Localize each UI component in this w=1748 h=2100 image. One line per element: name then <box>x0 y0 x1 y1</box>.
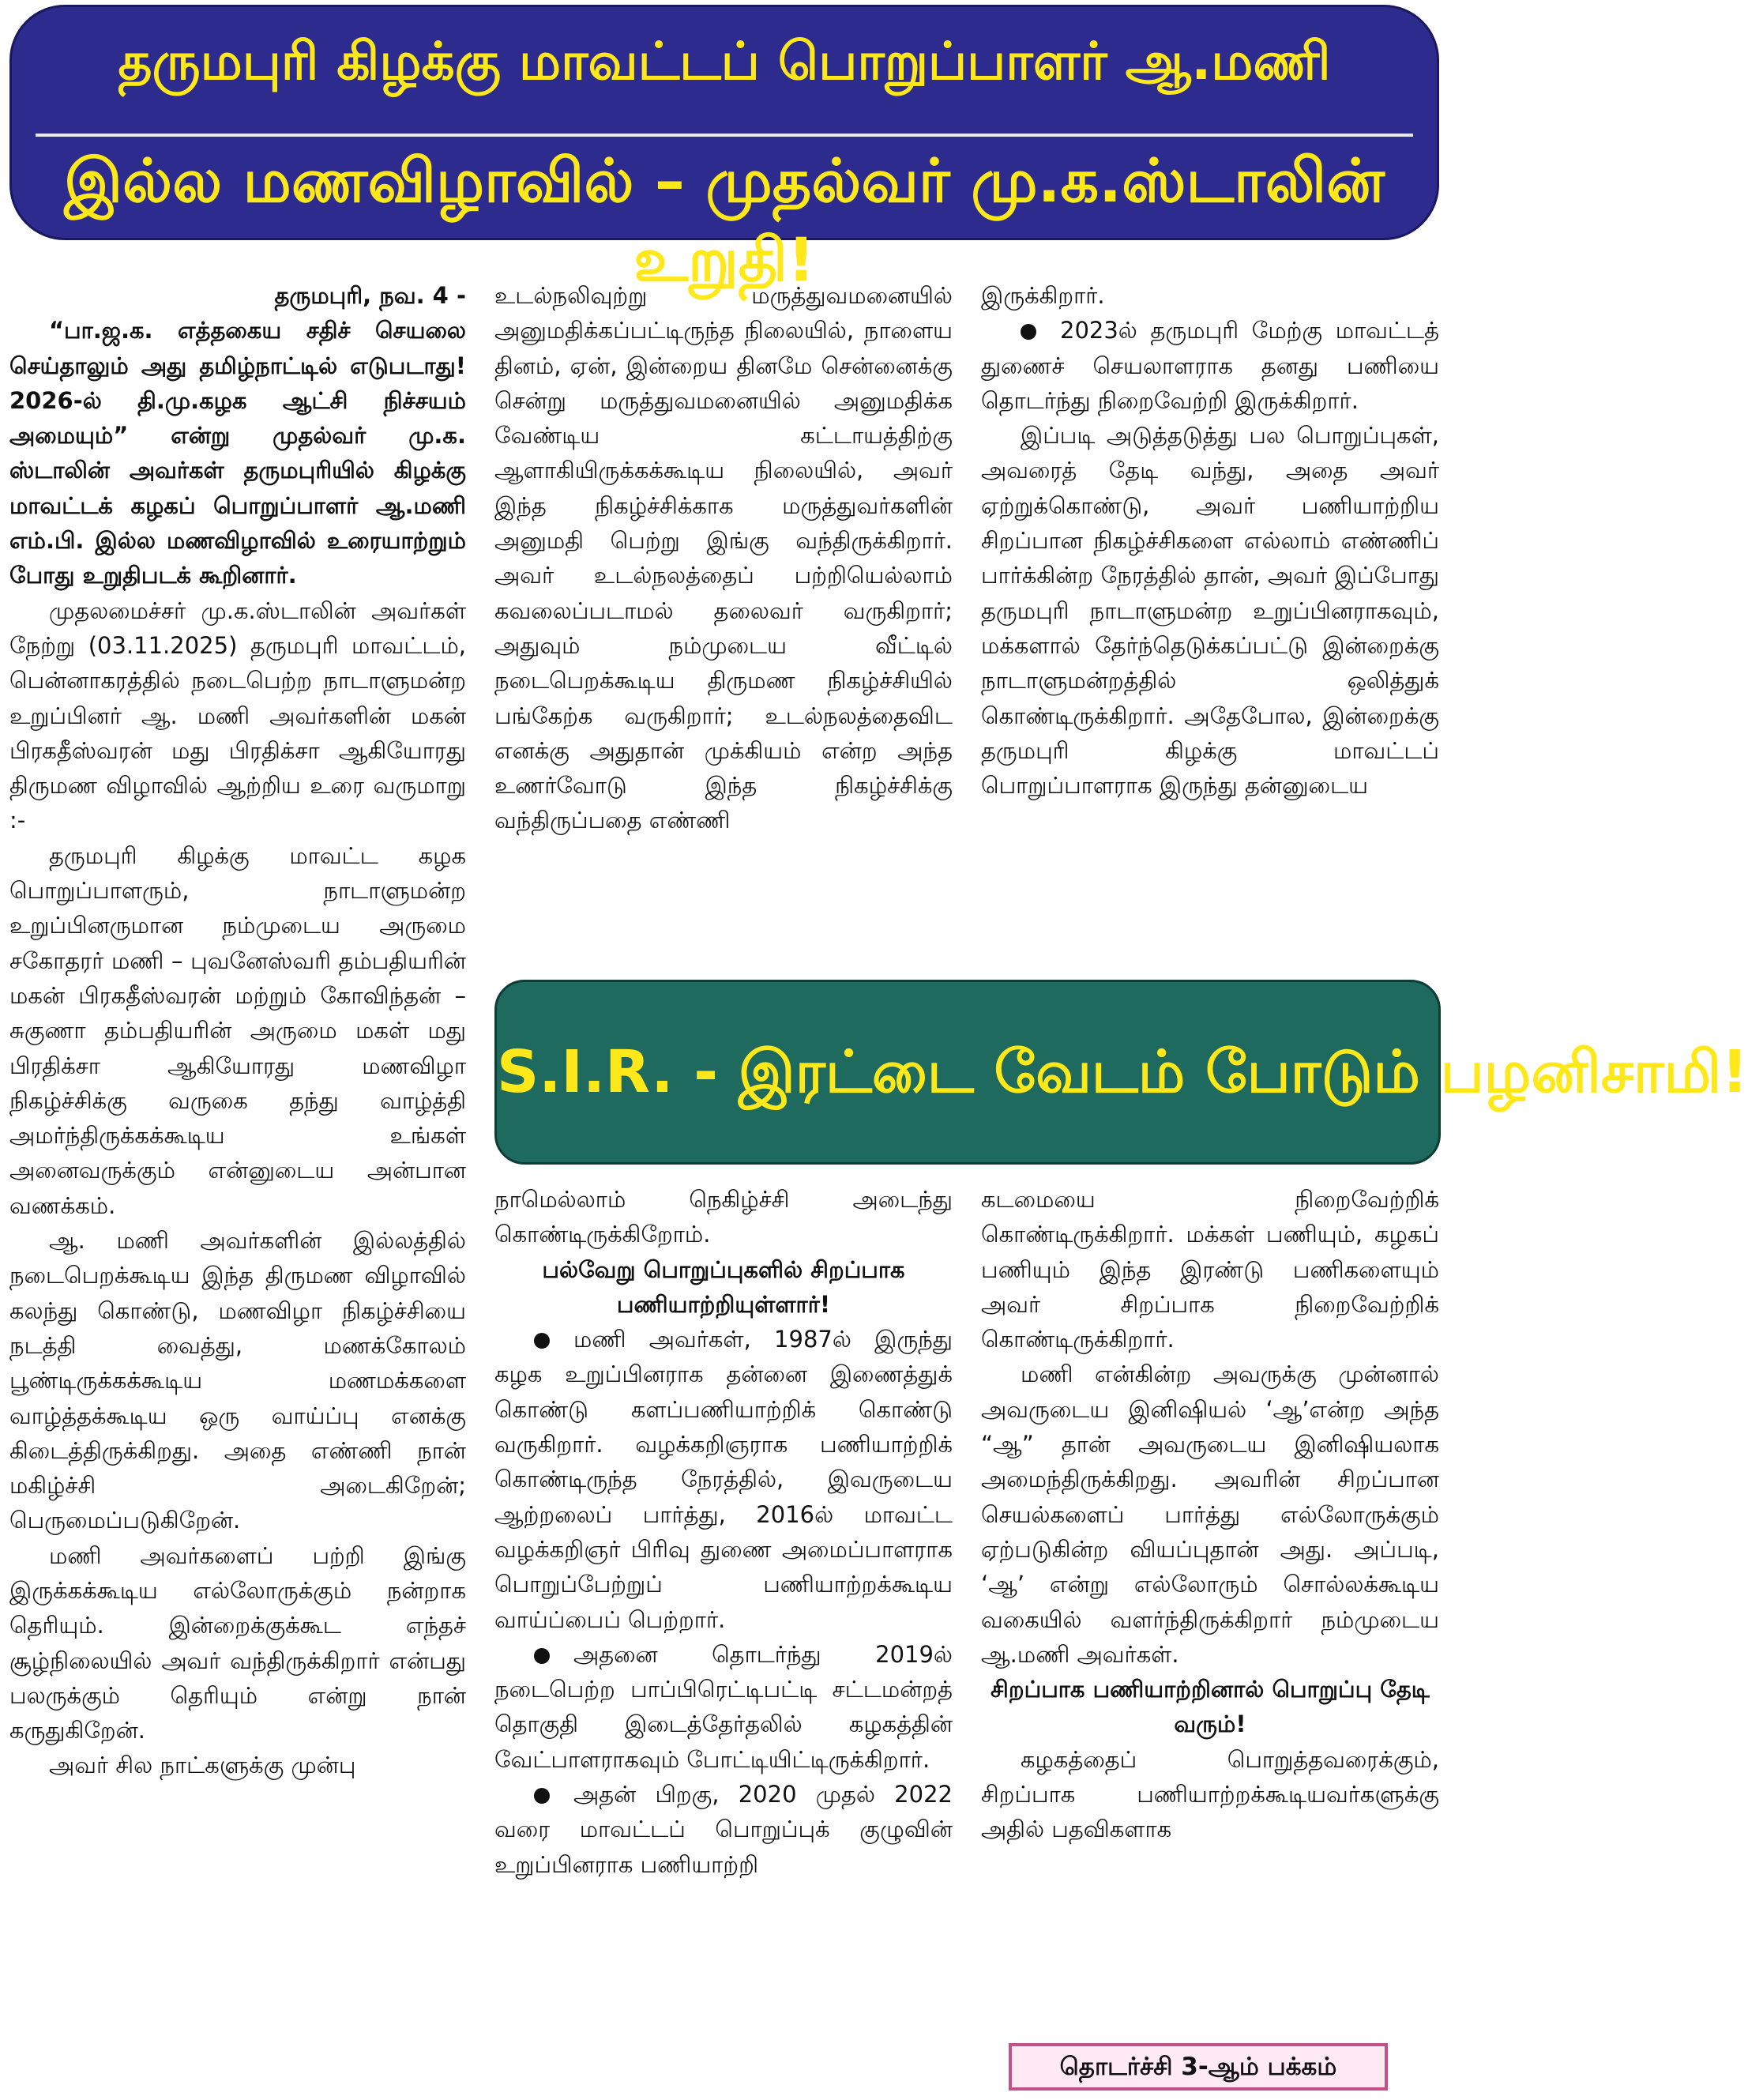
paragraph: கடமையை நிறைவேற்றிக் கொண்டிருக்கிறார். மக்கள் பணியும், கழகப் பணியும் இந்த இரண்டு பணிகளையும் அவர் சிறப்பாக நிறைவேற்றிக் கொண்டிருக்கிறார். <box>981 1186 1439 1353</box>
paragraph: உடல்நலிவுற்று மருத்துவமனையில் அனுமதிக்கப்பட்டிருந்த நிலையில், நாளைய தினம், ஏன், இன்றைய தினமே சென்னைக்கு சென்று மருத்துவமனையில் அனுமதிக்க வேண்டிய கட்டாயத்திற்கு ஆளாகியிருக்கக்கூடிய நிலையில், அவர் இந்த நிகழ்ச்சிக்காக மருத்துவர்களின் அனுமதி பெற்று இங்கு வந்திருக்கிறார். அவர் உடல்நலத்தைப் பற்றியெல்லாம் கவலைப்படாமல் தலைவர் வருகிறார்; அதுவும் நம்முடைய வீட்டில் நடைபெறக்கூடிய திருமண நிகழ்ச்சியில் பங்கேற்க வருகிறார்; உடல்நலத்தைவிட எனக்கு அதுதான் முக்கியம் என்ற அந்த உணர்வோடு இந்த நிகழ்ச்சிக்கு வந்திருப்பதை எண்ணி <box>494 282 953 834</box>
headline-banner <box>9 5 1439 295</box>
bullet-paragraph: 2023ல் தருமபுரி மேற்கு மாவட்டத் துணைச் செயலாளராக தனது பணியை தொடர்ந்து நிறைவேற்றி இருக்கிறார். <box>981 317 1439 414</box>
dateline: தருமபுரி, நவ. 4 - <box>274 282 466 309</box>
subheading: பல்வேறு பொறுப்புகளில் சிறப்பாக பணியாற்றியுள்ளார்! <box>542 1255 905 1318</box>
paragraph: நாமெல்லாம் நெகிழ்ச்சி அடைந்து கொண்டிருக்கிறோம். <box>494 1186 953 1248</box>
article-column-2-top <box>494 278 953 838</box>
paragraph: ஆ. மணி அவர்களின் இல்லத்தில் நடைபெறக்கூடிய இந்த திருமண விழாவில் கலந்து கொண்டு, மணவிழா நிகழ்ச்சியை நடத்தி வைத்து, மணக்கோலம் பூண்டிருக்கக்கூடிய மணமக்களை வாழ்த்தக்கூடிய ஒரு வாய்ப்பு எனக்கு கிடைத்திருக்கிறது. அதை எண்ணி நான் மகிழ்ச்சி அடைகிறேன்; பெருமைப்படுகிறேன். <box>9 1227 466 1534</box>
sir-headline-banner: S.I.R. - இரட்டை வேடம் போடும் பழனிசாமி! <box>494 980 1441 1165</box>
paragraph: இருக்கிறார். <box>981 282 1105 309</box>
bullet-icon <box>534 1788 550 1804</box>
bullet-icon <box>534 1648 550 1664</box>
lead-paragraph: “பா.ஜ.க. எத்தகைய சதிச் செயலை செய்தாலும் அது தமிழ்நாட்டில் எடுபடாது! 2026-ல் தி.மு.கழக ஆட்சி நிச்சயம் அமையும்” என்று முதல்வர் மு.க. ஸ்டாலின் அவர்கள் தருமபுரியில் கிழக்கு மாவட்டக் கழகப் பொறுப்பாளர் ஆ.மணி எம்.பி. இல்ல மணவிழாவில் உரையாற்றும் போது உறுதிபடக் கூறினார். <box>9 317 466 589</box>
article-column-2-bottom <box>494 1182 953 1882</box>
continued-on-page-3-box: தொடர்ச்சி 3-ஆம் பக்கம் <box>1009 2043 1388 2091</box>
article-column-1 <box>9 278 466 1783</box>
headline-line-2: இல்ல மணவிழாவில் – முதல்வர் மு.க.ஸ்டாலின் உறுதி! <box>64 145 1385 295</box>
paragraph: மணி என்கின்ற அவருக்கு முன்னால் அவருடைய இனிஷியல் ‘ஆ’என்ற அந்த “ஆ” தான் அவருடைய இனிஷியலாக அமைந்திருக்கிறது. அவரின் சிறப்பான செயல்களைப் பார்த்து எல்லோருக்கும் ஏற்படுகின்ற வியப்புதான் அது. அப்படி, ‘ஆ’ என்று எல்லோரும் சொல்லக்கூடிய வகையில் வளர்ந்திருக்கிறார் நம்முடைய ஆ.மணி அவர்கள். <box>981 1360 1439 1668</box>
bullet-icon <box>534 1333 550 1349</box>
paragraph: இப்படி அடுத்தடுத்து பல பொறுப்புகள், அவரைத் தேடி வந்து, அதை அவர் ஏற்றுக்கொண்டு, அவர் பணியாற்றிய சிறப்பான நிகழ்ச்சிகளை எல்லாம் எண்ணிப் பார்க்கின்ற நேரத்தில் தான், அவர் இப்போது தருமபுரி நாடாளுமன்ற உறுப்பினராகவும், மக்களால் தேர்ந்தெடுக்கப்பட்டு இன்றைக்கு நாடாளுமன்றத்தில் ஒலித்துக் கொண்டிருக்கிறார். அதேபோல, இன்றைக்கு தருமபுரி கிழக்கு மாவட்டப் பொறுப்பாளராக இருந்து தன்னுடைய <box>981 422 1439 800</box>
paragraph: மணி அவர்களைப் பற்றி இங்கு இருக்கக்கூடிய எல்லோருக்கும் நன்றாக தெரியும். இன்றைக்குக்கூட எந்தச் சூழ்நிலையில் அவர் வந்திருக்கிறார் என்பது பலருக்கும் தெரியும் என்று நான் கருதுகிறேன். <box>9 1541 466 1744</box>
headline-divider <box>36 134 1413 137</box>
subheading: சிறப்பாக பணியாற்றினால் பொறுப்பு தேடி வரும்! <box>991 1676 1430 1738</box>
bullet-icon <box>1021 324 1036 340</box>
headline-line-1: தருமபுரி கிழக்கு மாவட்டப் பொறுப்பாளர் ஆ.மணி <box>118 31 1331 92</box>
bullet-paragraph: மணி அவர்கள், 1987ல் இருந்து கழக உறுப்பினராக தன்னை இணைத்துக் கொண்டு களப்பணியாற்றிக் கொண்டு வருகிறார். வழக்கறிஞராக பணியாற்றிக் கொண்டிருந்த நேரத்தில், இவருடைய ஆற்றலைப் பார்த்து, 2016ல் மாவட்ட வழக்கறிஞர் பிரிவு துணை அமைப்பாளராக பொறுப்பேற்றுப் பணியாற்றக்கூடிய வாய்ப்பைப் பெற்றார். <box>494 1326 953 1633</box>
bullet-paragraph: அதன் பிறகு, 2020 முதல் 2022 வரை மாவட்டப் பொறுப்புக் குழுவின் உறுப்பினராக பணியாற்றி <box>494 1781 953 1878</box>
bullet-paragraph: அதனை தொடர்ந்து 2019ல் நடைபெற்ற பாப்பிரெட்டிபட்டி சட்டமன்றத் தொகுதி இடைத்தேர்தலில் கழகத்தின் வேட்பாளராகவும் போட்டியிட்டிருக்கிறார். <box>494 1640 953 1773</box>
article-column-3-bottom <box>981 1182 1439 1847</box>
paragraph: அவர் சில நாட்களுக்கு முன்பு <box>49 1752 356 1779</box>
paragraph: கழகத்தைப் பொறுத்தவரைக்கும், சிறப்பாக பணியாற்றக்கூடியவர்களுக்கு அதில் பதவிகளாக <box>981 1745 1439 1843</box>
paragraph: முதலமைச்சர் மு.க.ஸ்டாலின் அவர்கள் நேற்று (03.11.2025) தருமபுரி மாவட்டம், பென்னாகரத்தில் நடைபெற்ற நாடாளுமன்ற உறுப்பினர் ஆ. மணி அவர்களின் மகன் பிரகதீஸ்வரன் மது பிரதிக்சா ஆகியோரது திருமண விழாவில் ஆற்றிய உரை வருமாறு :- <box>9 597 466 834</box>
paragraph: தருமபுரி கிழக்கு மாவட்ட கழக பொறுப்பாளரும், நாடாளுமன்ற உறுப்பினருமான நம்முடைய அருமை சகோதரர் மணி – புவனேஸ்வரி தம்பதியரின் மகன் பிரகதீஸ்வரன் மற்றும் கோவிந்தன் – சுகுணா தம்பதியரின் அருமை மகள் மது பிரதிக்சா ஆகியோரது மணவிழா நிகழ்ச்சிக்கு வருகை தந்து வாழ்த்தி அமர்ந்திருக்கக்கூடிய உங்கள் அனைவருக்கும் என்னுடைய அன்பான வணக்கம். <box>9 841 466 1219</box>
article-column-3-top <box>981 278 1439 803</box>
